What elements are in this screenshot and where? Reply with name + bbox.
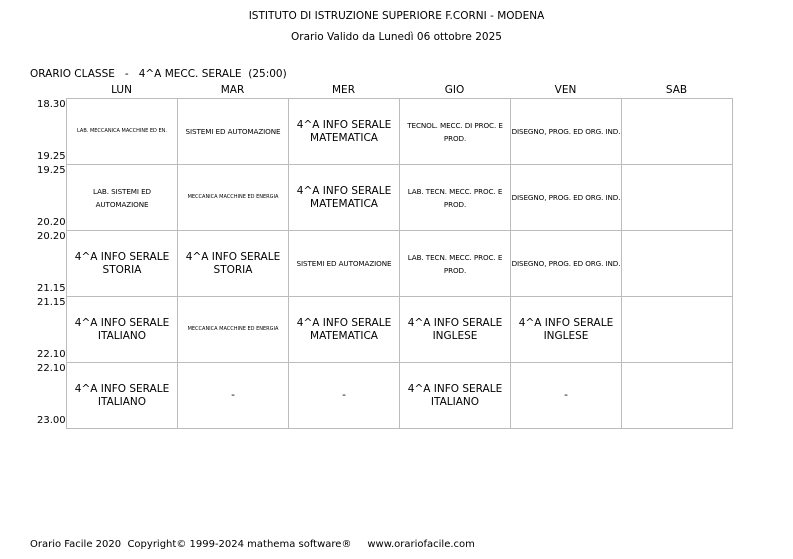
- lesson-cell-gio-5: [400, 363, 511, 429]
- day-header-gio: GIO: [444, 84, 465, 96]
- time-end-slot-5: 23.00: [37, 415, 66, 426]
- lesson-subject: DISEGNO, PROG. ED ORG. IND.: [511, 193, 621, 202]
- lesson-cell-lun-4: [67, 297, 178, 363]
- day-header-lun: LUN: [111, 84, 132, 96]
- lesson-subject: SISTEMI ED AUTOMAZIONE: [296, 259, 392, 268]
- lesson-cell-lun-1: [67, 99, 178, 165]
- lesson-cell-mar-5: [178, 363, 289, 429]
- time-start-slot-4: 21.15: [37, 297, 66, 308]
- lesson-cell-ven-4: [511, 297, 622, 363]
- lesson-cell-lun-3: [67, 231, 178, 297]
- timetable-row: [67, 231, 733, 297]
- lesson-subject: LAB. SISTEMI ED AUTOMAZIONE: [93, 186, 151, 209]
- lesson-group: 4^A INFO SERALE: [518, 316, 614, 329]
- class-title: ORARIO CLASSE - 4^A MECC. SERALE (25:00): [30, 68, 287, 80]
- lesson-subject: STORIA: [102, 263, 142, 276]
- lesson-group: 4^A INFO SERALE: [407, 316, 503, 329]
- lesson-subject: MATEMATICA: [310, 329, 378, 342]
- lesson-subject: LAB. MECCANICA MACCHINE ED EN.: [77, 128, 167, 134]
- timetable-row: [67, 297, 733, 363]
- lesson-subject: MATEMATICA: [310, 197, 378, 210]
- lesson-subject: -: [231, 389, 235, 401]
- time-end-slot-2: 20.20: [37, 217, 66, 228]
- lesson-cell-sab-4: [622, 297, 733, 363]
- lesson-cell-ven-5: [511, 363, 622, 429]
- lesson-subject: LAB. TECN. MECC. PROC. E PROD.: [407, 186, 503, 209]
- lesson-cell-mar-1: [178, 99, 289, 165]
- lesson-cell-mer-5: [289, 363, 400, 429]
- lesson-cell-gio-2: [400, 165, 511, 231]
- lesson-group: 4^A INFO SERALE: [296, 184, 392, 197]
- lesson-cell-sab-2: [622, 165, 733, 231]
- lesson-cell-ven-1: [511, 99, 622, 165]
- lesson-subject: LAB. TECN. MECC. PROC. E PROD.: [407, 252, 503, 275]
- timetable-grid: [66, 98, 733, 429]
- lesson-subject: INGLESE: [543, 329, 589, 342]
- lesson-cell-lun-5: [67, 363, 178, 429]
- lesson-cell-gio-4: [400, 297, 511, 363]
- lesson-group: 4^A INFO SERALE: [296, 118, 392, 131]
- lesson-cell-ven-2: [511, 165, 622, 231]
- lesson-subject: ITALIANO: [97, 395, 147, 408]
- lesson-cell-sab-3: [622, 231, 733, 297]
- lesson-subject: ITALIANO: [97, 329, 147, 342]
- time-start-slot-2: 19.25: [37, 165, 66, 176]
- lesson-subject: SISTEMI ED AUTOMAZIONE: [185, 127, 281, 136]
- lesson-subject: MECCANICA MACCHINE ED ENERGIA: [187, 194, 279, 200]
- lesson-cell-mar-3: [178, 231, 289, 297]
- lesson-group: 4^A INFO SERALE: [407, 382, 503, 395]
- lesson-group: 4^A INFO SERALE: [74, 316, 170, 329]
- lesson-cell-mar-4: [178, 297, 289, 363]
- timetable-row: [67, 99, 733, 165]
- lesson-group: 4^A INFO SERALE: [74, 250, 170, 263]
- lesson-cell-mer-2: [289, 165, 400, 231]
- lesson-cell-mer-1: [289, 99, 400, 165]
- lesson-subject: INGLESE: [432, 329, 478, 342]
- lesson-cell-ven-3: [511, 231, 622, 297]
- footer-copyright: Orario Facile 2020 Copyright© 1999-2024 mathema software® www.orariofacile.com: [30, 539, 475, 550]
- validity-date: Orario Valido da Lunedì 06 ottobre 2025: [291, 31, 502, 43]
- lesson-subject: DISEGNO, PROG. ED ORG. IND.: [511, 127, 621, 136]
- lesson-cell-gio-3: [400, 231, 511, 297]
- time-start-slot-5: 22.10: [37, 363, 66, 374]
- lesson-cell-mer-4: [289, 297, 400, 363]
- lesson-subject: STORIA: [213, 263, 253, 276]
- school-title: ISTITUTO DI ISTRUZIONE SUPERIORE F.CORNI - MODENA: [248, 10, 545, 22]
- time-end-slot-4: 22.10: [37, 349, 66, 360]
- day-header-mar: MAR: [220, 84, 245, 96]
- lesson-group: 4^A INFO SERALE: [185, 250, 281, 263]
- lesson-cell-mar-2: [178, 165, 289, 231]
- lesson-cell-gio-1: [400, 99, 511, 165]
- time-start-slot-3: 20.20: [37, 231, 66, 242]
- time-start-slot-1: 18.30: [37, 99, 66, 110]
- lesson-cell-mer-3: [289, 231, 400, 297]
- lesson-subject: MECCANICA MACCHINE ED ENERGIA: [187, 326, 279, 332]
- lesson-subject: -: [342, 389, 346, 401]
- lesson-subject: DISEGNO, PROG. ED ORG. IND.: [511, 259, 621, 268]
- lesson-cell-sab-1: [622, 99, 733, 165]
- lesson-group: 4^A INFO SERALE: [296, 316, 392, 329]
- lesson-cell-lun-2: [67, 165, 178, 231]
- lesson-cell-sab-5: [622, 363, 733, 429]
- day-header-ven: VEN: [554, 84, 577, 96]
- lesson-subject: TECNOL. MECC. DI PROC. E PROD.: [407, 120, 503, 143]
- time-end-slot-3: 21.15: [37, 283, 66, 294]
- lesson-group: 4^A INFO SERALE: [74, 382, 170, 395]
- lesson-subject: ITALIANO: [430, 395, 480, 408]
- lesson-subject: MATEMATICA: [310, 131, 378, 144]
- timetable-row: [67, 165, 733, 231]
- day-header-sab: SAB: [665, 84, 688, 96]
- timetable-row: [67, 363, 733, 429]
- time-end-slot-1: 19.25: [37, 151, 66, 162]
- lesson-subject: -: [564, 389, 568, 401]
- day-header-mer: MER: [332, 84, 355, 96]
